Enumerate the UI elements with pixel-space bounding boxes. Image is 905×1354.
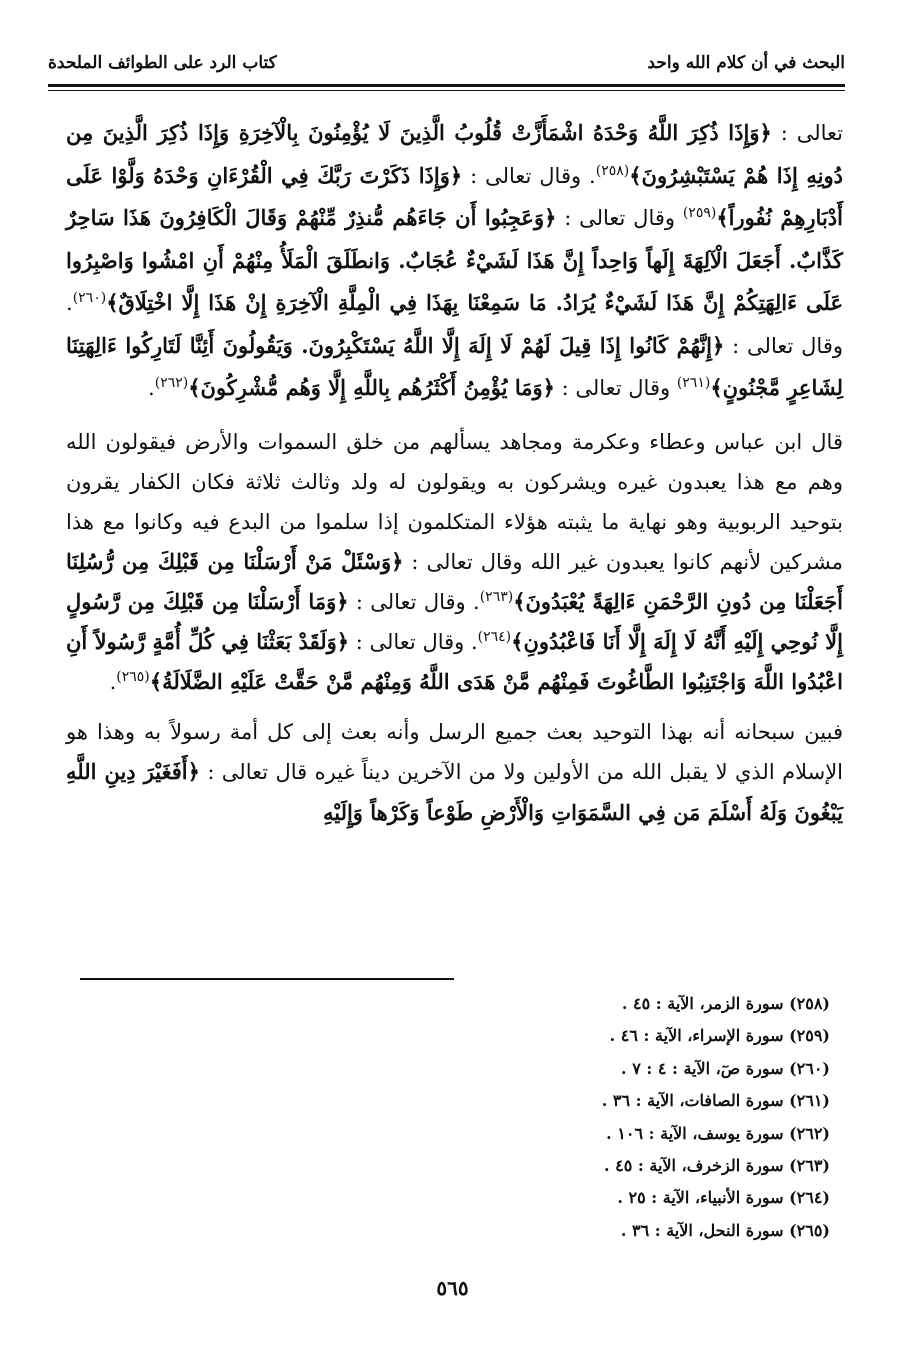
footnote-ref-261: (٢٦١) bbox=[676, 375, 711, 391]
quran-verse-2: ﴿وَإِذَا ذَكَرْتَ رَبَّكَ فِي الْقُرْءَانِ وَحْدَهُ وَلَّوْا عَلَى أَدْبَارِهِمْ نُفُوراً﴾ bbox=[66, 162, 843, 230]
footnote-ref-265: (٢٦٥) bbox=[116, 668, 150, 685]
paragraph-2-text: قال ابن عباس وعطاء وعكرمة ومجاهد يسألهم من خلق السموات والأرض فيقولون الله وهم مع هذا يعبدون غيره ويشركون به ويقولون له ولد وثالث ثلاثة فكان الكفار يقرون بتوحيد الربوبية وهو نهاية ما يثبته هؤلاء المتكلمون إذا سلموا من البدع فيه وكانوا مع هذا مشركين لأنهم كانوا يعبدون غير الله وقال تعالى : bbox=[66, 429, 843, 574]
running-header bbox=[48, 46, 845, 80]
quran-verse-3: ﴿وَعَجِبُوا أَن جَاءَهُم مُّنذِرٌ مِّنْهُمْ وَقَالَ الْكَافِرُونَ هَذَا سَاحِرٌ كَذَّابٌ. أَجَعَلَ الْآلِهَةَ إِلَهاً وَاحِداً إِنَّ هَذَا لَشَيْءٌ عُجَابٌ. وَانطَلَقَ الْمَلَأُ مِنْهُمْ أَنِ امْشُوا وَاصْبِرُوا عَلَى ءَالِهَتِكُمْ إِنَّ هَذَا لَشَيْءٌ يُرَادُ. مَا سَمِعْنَا بِهَذَا فِي الْمِلَّةِ الْآخِرَةِ إِنْ هَذَا إِلَّا اخْتِلَاقٌ﴾ bbox=[66, 205, 843, 315]
footnote-261: (٢٦١) سورة الصافات، الآية : ٣٦ . bbox=[601, 1091, 830, 1111]
paragraph-1-text-5: وقال تعالى : bbox=[554, 376, 677, 400]
footnote-ref-264: (٢٦٤) bbox=[477, 628, 512, 645]
paragraph-2-end: . bbox=[109, 669, 117, 694]
header-rule-thick bbox=[48, 84, 845, 87]
footnote-ref-263: (٢٦٣) bbox=[479, 588, 514, 605]
paragraph-2-text-3: . وقال تعالى : bbox=[349, 629, 478, 654]
footnote-ref-262: (٢٦٢) bbox=[154, 375, 189, 391]
footnote-263: (٢٦٣) سورة الزخرف، الآية : ٤٥ . bbox=[603, 1155, 830, 1175]
header-chapter-title: البحث في أن كلام الله واحد bbox=[647, 53, 845, 73]
paragraph-3-text: فبين سبحانه أنه بهذا التوحيد بعث جميع الرسل وأنه بعث إلى كل أمة رسولاً به وهذا هو الإسلام الذي لا يقبل الله من الأولين ولا من الآخرين ديناً غيره قال تعالى : bbox=[66, 719, 844, 784]
paragraph-2 bbox=[66, 422, 843, 702]
quran-verse-7: ﴿وَمَا أَرْسَلْنَا مِن قَبْلِكَ مِن رَّسُولٍ إِلَّا نُوحِي إِلَيْهِ أَنَّهُ لَا إِلَهَ إِلَّا أَنَا فَاعْبُدُونِ﴾ bbox=[66, 588, 843, 654]
paragraph-1-text-3: وقال تعالى : bbox=[556, 206, 683, 230]
paragraph-1 bbox=[66, 112, 843, 410]
header-book-title: كتاب الرد على الطوائف الملحدة bbox=[48, 53, 277, 73]
footnote-ref-260: (٢٦٠) bbox=[72, 290, 107, 306]
paragraph-1-end: . bbox=[148, 376, 155, 400]
quran-verse-5: ﴿وَمَا يُؤْمِنُ أَكْثَرُهُم بِاللَّهِ إِلَّا وَهُم مُّشْرِكُونَ﴾ bbox=[188, 375, 555, 400]
page-number: ٥٦٥ bbox=[436, 1276, 469, 1300]
quran-verse-4: ﴿إِنَّهُمْ كَانُوا إِذَا قِيلَ لَهُمْ لَا إِلَهَ إِلَّا اللَّهُ يَسْتَكْبِرُونَ. وَيَقُولُونَ أَئِنَّا لَتَارِكُوا ءَالِهَتِنَا لِشَاعِرٍ مَّجْنُونٍ﴾ bbox=[66, 332, 843, 400]
footnotes bbox=[70, 988, 830, 1247]
paragraph-1-lead: تعالى : bbox=[771, 121, 843, 145]
footnote-ref-258: (٢٥٨) bbox=[595, 162, 630, 179]
footnote-265: (٢٦٥) سورة النحل، الآية : ٣٦ . bbox=[620, 1220, 830, 1240]
paragraph-1-text-2: . وقال تعالى : bbox=[462, 163, 596, 188]
footnote-264: (٢٦٤) سورة الأنبياء، الآية : ٢٥ . bbox=[617, 1188, 830, 1208]
footnote-262: (٢٦٢) سورة يوسف، الآية : ١٠٦ . bbox=[606, 1123, 830, 1143]
footnote-separator bbox=[80, 978, 454, 980]
quran-verse-9: ﴿أَفَغَيْرَ دِينِ اللَّهِ يَبْغُونَ وَلَهُ أَسْلَمَ مَن فِي السَّمَوَاتِ وَالْأَرْضِ طَوْعاً وَكَرْهاً وَإِلَيْهِ bbox=[66, 759, 843, 825]
footnote-258: (٢٥٨) سورة الزمر، الآية : ٤٥ . bbox=[621, 994, 830, 1013]
quran-verse-1: ﴿وَإِذَا ذُكِرَ اللَّهُ وَحْدَهُ اشْمَأَزَّتْ قُلُوبُ الَّذِينَ لَا يُؤْمِنُونَ بِالْآخِرَةِ وَإِذَا ذُكِرَ الَّذِينَ مِن دُونِهِ إِذَا هُمْ يَسْتَبْشِرُونَ﴾ bbox=[66, 120, 843, 188]
footnote-259: (٢٥٩) سورة الإسراء، الآية : ٤٦ . bbox=[609, 1026, 830, 1046]
footnote-ref-259: (٢٥٩) bbox=[682, 205, 717, 221]
footnote-260: (٢٦٠) سورة صٓ، الآية : ٤ : ٧ . bbox=[621, 1058, 830, 1078]
paragraph-2-text-2: . وقال تعالى : bbox=[348, 589, 480, 614]
header-rule-thin bbox=[48, 90, 845, 91]
paragraph-3 bbox=[66, 712, 843, 834]
quran-verse-8: ﴿وَلَقَدْ بَعَثْنَا فِي كُلِّ أُمَّةٍ رَّسُولاً أَنِ اعْبُدُوا اللَّهَ وَاجْتَنِبُوا الطَّاغُوتَ فَمِنْهُم مَّنْ هَدَى اللَّهُ وَمِنْهُم مَّنْ حَقَّتْ عَلَيْهِ الضَّلَالَةُ﴾ bbox=[66, 628, 843, 694]
quran-verse-6: ﴿وَسْئَلْ مَنْ أَرْسَلْنَا مِن قَبْلِكَ مِن رُّسُلِنَا أَجَعَلْنَا مِن دُونِ الرَّحْمَنِ ءَالِهَةً يُعْبَدُونَ﴾ bbox=[66, 548, 843, 614]
paragraph-1-text-4: . وقال تعالى : bbox=[66, 291, 843, 358]
main-text bbox=[66, 112, 843, 833]
